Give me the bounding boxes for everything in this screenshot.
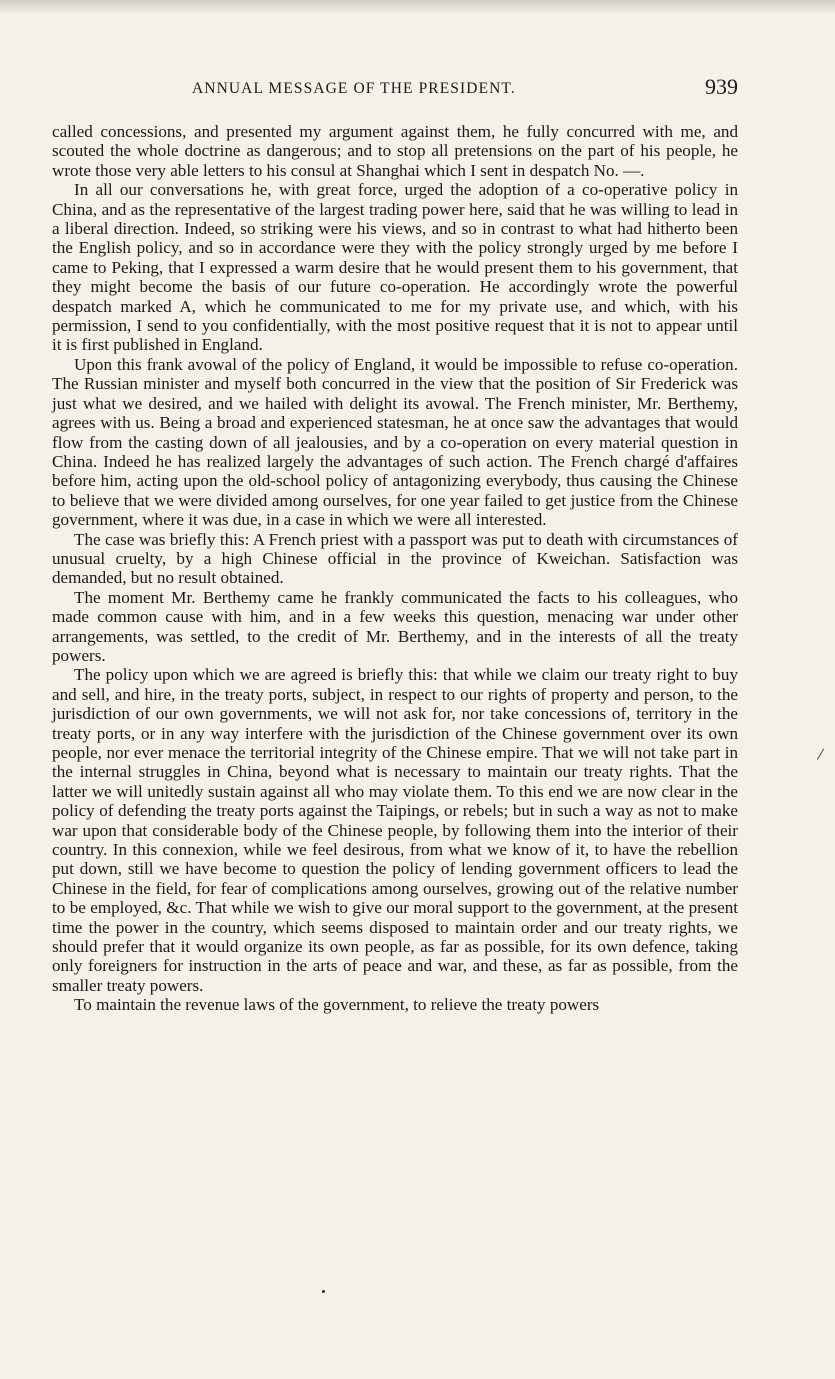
ink-speck xyxy=(322,1290,325,1293)
top-edge-shadow xyxy=(0,0,835,14)
margin-pencil-mark: / xyxy=(816,743,826,765)
running-head: ANNUAL MESSAGE OF THE PRESIDENT. xyxy=(192,80,516,97)
paragraph-cooperative-policy: In all our conversations he, with great force, urged the adoption of a co-operative policy in China, and as the representative of the largest trading power here, said that he was willing to lead in a liberal direction. Indeed, so striking were his views, and so in contrast to what had hitherto been the English policy, and so in accordance were they with the policy strongly urged by me before I came to Peking, that I expressed a warm desire that he would present them to his government, that they might become the basis of our future co-operation. He accordingly wrote the powerful despatch marked A, which he communicated to me for my private use, and which, with his permission, I send to you confidentially, with the most positive request that it is not to appear until it is first published in England. xyxy=(52,180,738,355)
body-text xyxy=(52,122,738,1015)
paragraph-continuation: called concessions, and presented my argument against them, he fully concurred with me, and scouted the whole doctrine as dangerous; and to stop all pretensions on the part of his people, he wrote those very able letters to his consul at Shanghai which I sent in despatch No. —. xyxy=(52,122,738,180)
paragraph-berthemy: The moment Mr. Berthemy came he frankly communicated the facts to his colleagues, who made common cause with him, and in a few weeks this question, menacing war under other arrangements, was settled, to the credit of Mr. Berthemy, and in the interests of all the treaty powers. xyxy=(52,587,738,665)
paragraph-frank-avowal: Upon this frank avowal of the policy of England, it would be impossible to refuse co-operation. The Russian minister and myself both concurred in the view that the position of Sir Frederick was just what we desired, and we hailed with delight its avowal. The French minister, Mr. Berthemy, agrees with us. Being a broad and experienced statesman, he at once saw the advantages that would flow from the casting down of all jealousies, and by a co-operation on every material question in China. Indeed he has realized largely the advantages of such action. The French chargé d'affaires before him, acting upon the old-school policy of antagonizing everybody, thus causing the Chinese to believe that we were divided among ourselves, for one year failed to get justice from the Chinese government, where it was due, in a case in which we were all interested. xyxy=(52,354,738,530)
paragraph-policy-agreed: The policy upon which we are agreed is briefly this: that while we claim our treaty right to buy and sell, and hire, in the treaty ports, subject, in respect to our rights of property and person, to the jurisdiction of our own governments, we will not ask for, nor take concessions of, territory in the treaty ports, or in any way interfere with the jurisdiction of the Chinese government over its own people, nor ever menace the territorial integrity of the Chinese empire. That we will not take part in the internal struggles in China, beyond what is necessary to maintain our treaty rights. That the latter we will unitedly sustain against all who may violate them. To this end we are now clear in the policy of defending the treaty ports against the Taipings, or rebels; but in such a way as not to make war upon that considerable body of the Chinese people, by following them into the interior of their country. In this connexion, while we feel desirous, from what we know of it, to have the rebellion put down, still we have become to question the policy of lending government officers to lead the Chinese in the field, for fear of complications among ourselves, growing out of the relative number to be employed, &c. That while we wish to give our moral support to the government, at the present time the power in the country, which seems disposed to maintain order and our treaty rights, we should prefer that it would organize its own people, as far as possible, for its own defence, taking only foreigners for instruction in the arts of peace and war, and these, as far as possible, from the smaller treaty powers. xyxy=(52,665,738,995)
paragraph-case-summary: The case was briefly this: A French priest with a passport was put to death with circumstances of unusual cruelty, by a high Chinese official in the province of Kweichan. Satisfaction was demanded, but no result obtained. xyxy=(52,529,738,588)
page-header xyxy=(52,74,742,104)
page-number: 939 xyxy=(705,74,738,99)
paragraph-revenue-laws: To maintain the revenue laws of the government, to relieve the treaty powers xyxy=(74,995,600,1015)
